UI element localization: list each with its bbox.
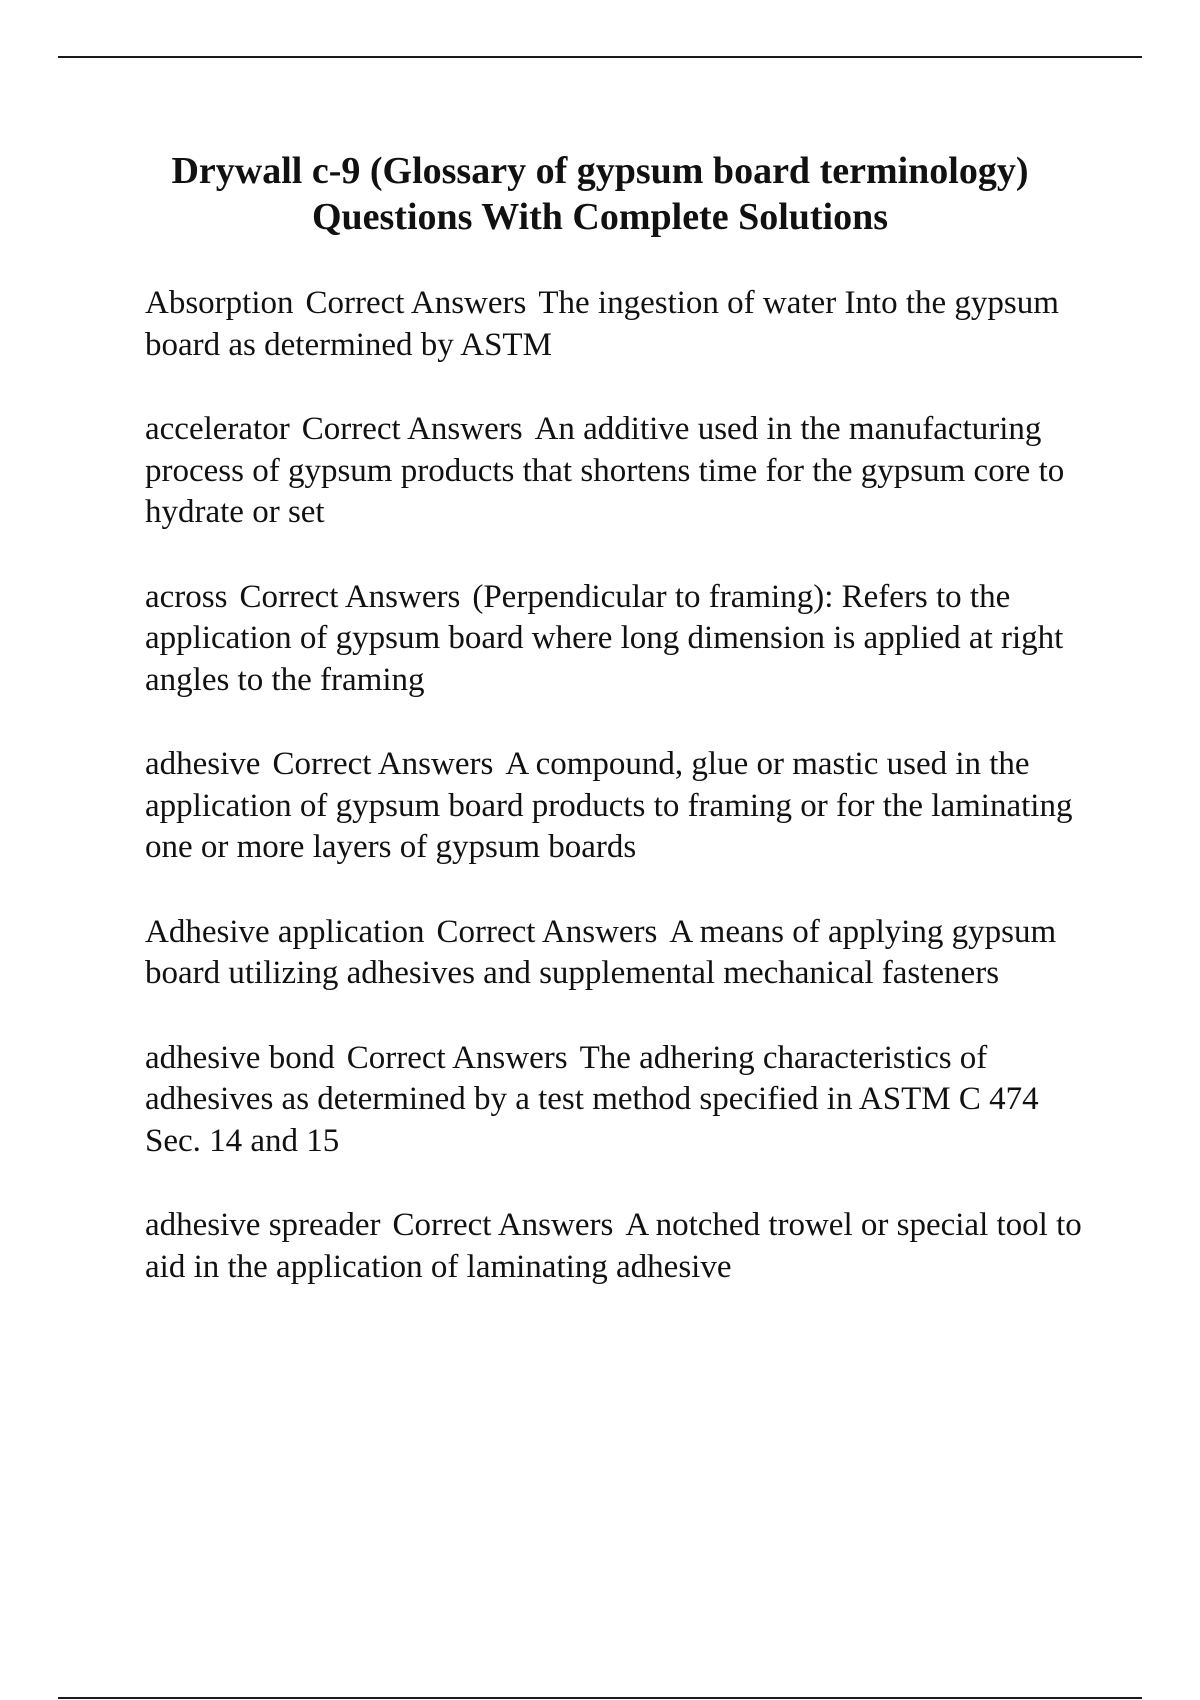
- entry-answer-label: Correct Answers: [301, 411, 523, 447]
- entry-answer-label: Correct Answers: [272, 746, 494, 782]
- entry-term: adhesive: [145, 746, 261, 782]
- entry-definition: A means of applying gypsum board utilizing adhesives and supplemental mechanical fasteners: [145, 913, 1057, 991]
- entry-term: adhesive spreader: [145, 1207, 381, 1243]
- entry-term: accelerator: [145, 411, 290, 447]
- entry-term: Absorption: [145, 285, 294, 321]
- entry-answer-label: Correct Answers: [239, 578, 461, 615]
- entry-definition: The adhering characteristics of adhesives as determined by a test method specified in ASTM C 474 Sec. 14 and 15: [145, 1039, 1039, 1159]
- entry-term: across: [145, 578, 228, 615]
- entry-answer-label: Correct Answers: [436, 913, 658, 950]
- entry-definition: An additive used in the manufacturing process of gypsum products that shortens time for the gypsum core to hydrate or set: [145, 411, 1065, 530]
- entry-term: Adhesive application: [145, 913, 425, 950]
- entry-definition: The ingestion of water Into the gypsum board as determined by ASTM: [145, 285, 1059, 363]
- entry-definition: (Perpendicular to framing): Refers to the application of gypsum board where long dimension is applied at right angles to the framing: [145, 578, 1064, 698]
- glossary-entry: [145, 409, 1095, 534]
- entry-term: adhesive bond: [145, 1039, 335, 1076]
- entry-definition: A compound, glue or mastic used in the application of gypsum board products to framing or for the laminating one or more layers of gypsum boards: [145, 746, 1073, 865]
- entry-answer-label: Correct Answers: [392, 1207, 614, 1243]
- glossary-entry: [145, 912, 1095, 995]
- bottom-rule: [58, 1697, 1142, 1699]
- entry-definition: A notched trowel or special tool to aid in the application of laminating adhesive: [145, 1207, 1082, 1285]
- glossary-list: [145, 283, 1095, 1331]
- title-line-2: Questions With Complete Solutions: [311, 196, 889, 238]
- top-rule: [58, 56, 1142, 58]
- glossary-entry: [145, 1205, 1095, 1288]
- glossary-entry: [145, 577, 1095, 702]
- title-line-1: Drywall c-9 (Glossary of gypsum board terminology): [171, 150, 1029, 192]
- glossary-entry: [145, 283, 1095, 366]
- entry-answer-label: Correct Answers: [305, 285, 527, 321]
- glossary-entry: [145, 744, 1095, 869]
- glossary-entry: [145, 1038, 1095, 1163]
- document-title: [100, 148, 1100, 240]
- entry-answer-label: Correct Answers: [346, 1039, 568, 1076]
